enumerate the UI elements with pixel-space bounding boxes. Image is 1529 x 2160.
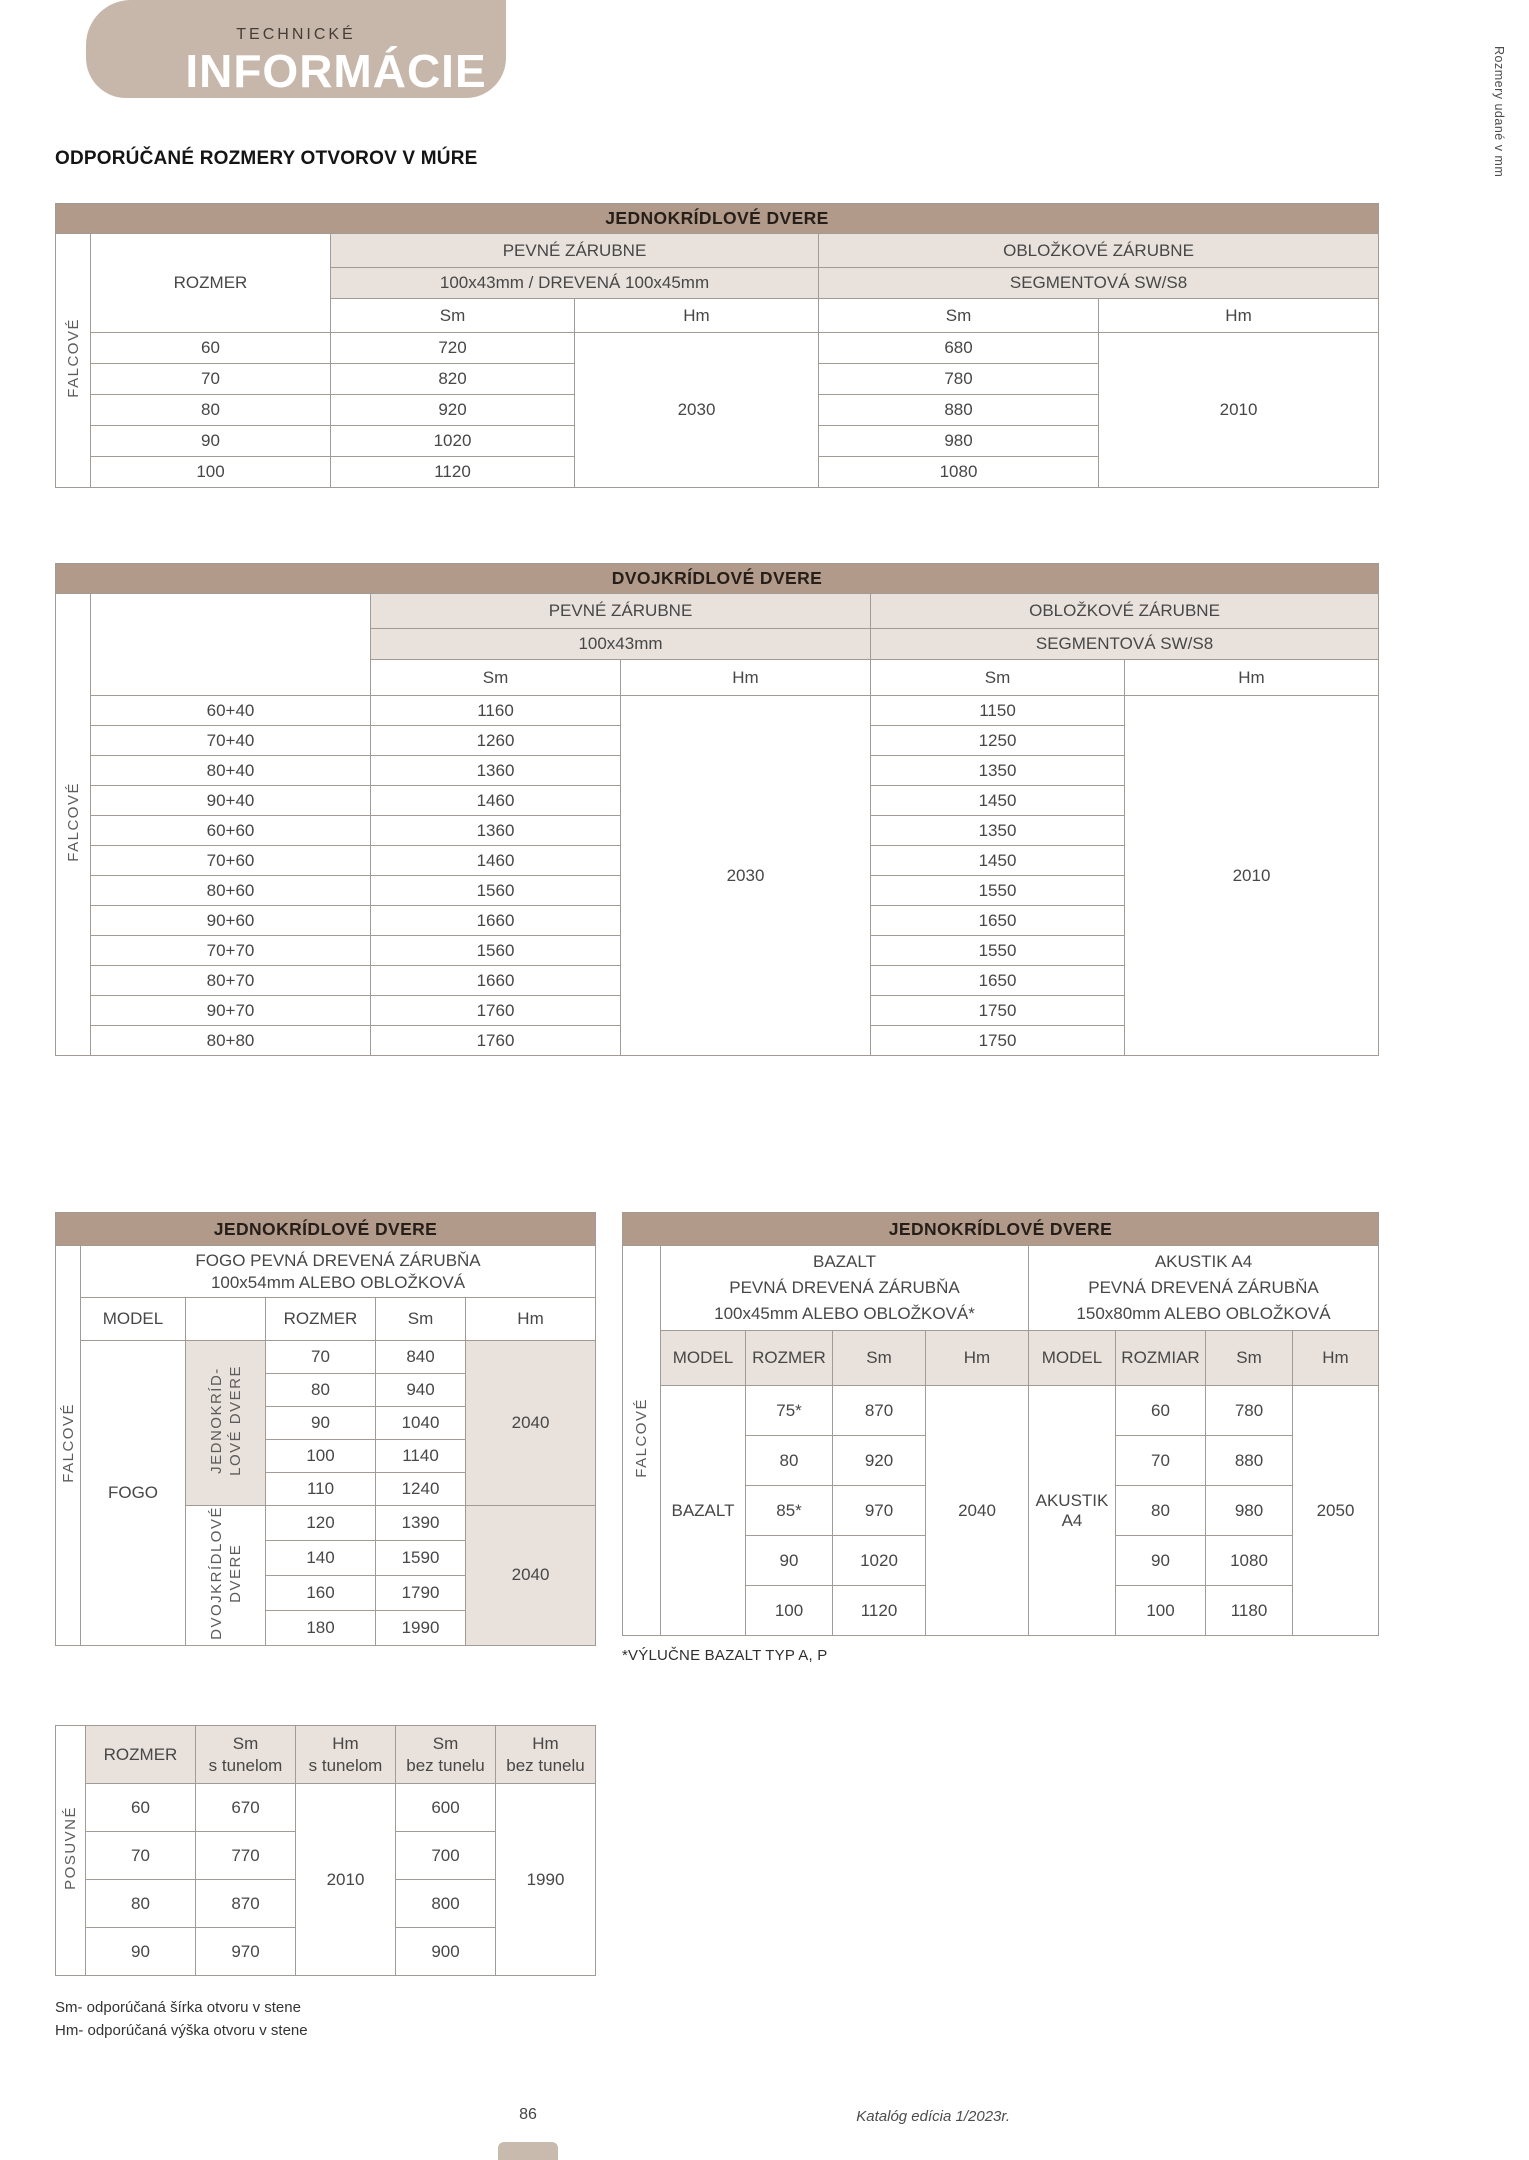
size-cell: 90+70 xyxy=(91,996,371,1026)
sm-cell: 1080 xyxy=(1206,1536,1293,1586)
hm-merged-cell: 1990 xyxy=(496,1784,596,1976)
page-heading: ODPORÚČANÉ ROZMERY OTVOROV V MÚRE xyxy=(55,148,478,169)
sm-cell: 780 xyxy=(819,364,1099,395)
col-header-sm: Sm xyxy=(331,299,575,333)
size-cell: 60+40 xyxy=(91,696,371,726)
hm-merged-cell: 2010 xyxy=(1125,696,1379,1056)
sm-cell: 1760 xyxy=(371,1026,621,1056)
model-cell: BAZALT xyxy=(661,1386,746,1636)
sm-cell: 1020 xyxy=(833,1536,926,1586)
blank-header-cell xyxy=(91,594,371,696)
bazalt-header-line3: 100x45mm ALEBO OBLOŽKOVÁ* xyxy=(714,1304,975,1323)
sm-cell: 1660 xyxy=(371,906,621,936)
sm-cell: 1560 xyxy=(371,876,621,906)
col-header-sm: Sm xyxy=(871,660,1125,696)
brand-kicker: TECHNICKÉ xyxy=(236,26,356,43)
col-header-sm: Sm xyxy=(1206,1331,1293,1386)
size-cell: 160 xyxy=(266,1575,376,1610)
falcove-label: FALCOVÉ xyxy=(64,318,82,398)
table-double-leaf-doors xyxy=(55,563,1379,1056)
sm-cell: 720 xyxy=(331,333,575,364)
table-bazalt-akustik xyxy=(622,1212,1379,1636)
col-header-sm: Sm xyxy=(376,1298,466,1341)
sm-cell: 670 xyxy=(196,1784,296,1832)
sm-cell: 1350 xyxy=(871,816,1125,846)
frame-type-line1: FOGO PEVNÁ DREVENÁ ZÁRUBŇA xyxy=(195,1250,481,1270)
sm-cell: 900 xyxy=(396,1928,496,1976)
falcove-label: FALCOVÉ xyxy=(633,1398,650,1478)
size-cell: 70 xyxy=(266,1341,376,1374)
group-subheader-pevne: 100x43mm / DREVENÁ 100x45mm xyxy=(331,268,819,299)
header-line2: bez tunelu xyxy=(406,1755,485,1775)
col-header-sm: Sm xyxy=(819,299,1099,333)
col-header-hm: Hm xyxy=(1099,299,1379,333)
sm-cell: 840 xyxy=(376,1341,466,1374)
size-cell: 90 xyxy=(1116,1536,1206,1586)
legend xyxy=(55,1996,308,2042)
sm-cell: 1350 xyxy=(871,756,1125,786)
size-cell: 60+60 xyxy=(91,816,371,846)
side-label-cell xyxy=(56,594,91,1056)
col-header-sm: Sm xyxy=(371,660,621,696)
size-cell: 90 xyxy=(91,426,331,457)
header-line2: s tunelom xyxy=(208,1755,283,1775)
door-type-line1: DVOJKRÍDLOVÉ xyxy=(207,1506,225,1640)
size-cell: 90 xyxy=(86,1928,196,1976)
table-title: JEDNOKRÍDLOVÉ DVERE xyxy=(56,204,1379,234)
brand-title: INFORMÁCIE xyxy=(185,45,487,97)
sm-cell: 1790 xyxy=(376,1575,466,1610)
page-number-tab xyxy=(498,2142,558,2160)
size-cell: 100 xyxy=(91,457,331,488)
size-cell: 80+60 xyxy=(91,876,371,906)
size-cell: 80+40 xyxy=(91,756,371,786)
sm-cell: 1650 xyxy=(871,906,1125,936)
size-cell: 110 xyxy=(266,1473,376,1506)
col-header-hm: Hm xyxy=(1125,660,1379,696)
hm-merged-cell: 2010 xyxy=(1099,333,1379,488)
sm-cell: 980 xyxy=(1206,1486,1293,1536)
sm-cell: 1120 xyxy=(833,1586,926,1636)
sm-cell: 1080 xyxy=(819,457,1099,488)
sm-cell: 1180 xyxy=(1206,1586,1293,1636)
sm-cell: 770 xyxy=(196,1832,296,1880)
group-subheader-oblozkove: SEGMENTOVÁ SW/S8 xyxy=(871,629,1379,660)
posuvne-label: POSUVNÉ xyxy=(62,1806,79,1890)
col-header-hm: Hm xyxy=(575,299,819,333)
col-header-rozmer: ROZMER xyxy=(746,1331,833,1386)
table-title: DVOJKRÍDLOVÉ DVERE xyxy=(56,564,1379,594)
size-cell: 100 xyxy=(746,1586,833,1636)
frame-type-line2: 100x54mm ALEBO OBLOŽKOVÁ xyxy=(210,1272,466,1292)
sm-cell: 700 xyxy=(396,1832,496,1880)
col-header-sm-tunnel xyxy=(196,1726,296,1784)
sm-cell: 1750 xyxy=(871,996,1125,1026)
sm-cell: 1020 xyxy=(331,426,575,457)
sm-cell: 1550 xyxy=(871,876,1125,906)
col-header-sm-no-tunnel xyxy=(396,1726,496,1784)
catalog-edition: Katalóg edícia 1/2023r. xyxy=(856,2108,1010,2125)
sm-cell: 1660 xyxy=(371,966,621,996)
blank-header-cell xyxy=(186,1298,266,1341)
sm-cell: 1450 xyxy=(871,846,1125,876)
col-header-model: MODEL xyxy=(1029,1331,1116,1386)
size-cell: 90 xyxy=(746,1536,833,1586)
col-header-sm: Sm xyxy=(833,1331,926,1386)
hm-merged-cell: 2040 xyxy=(466,1341,596,1506)
door-type-cell xyxy=(186,1506,266,1646)
sm-cell: 1260 xyxy=(371,726,621,756)
size-cell: 90 xyxy=(266,1407,376,1440)
table-single-leaf-doors xyxy=(55,203,1379,488)
hm-merged-cell: 2030 xyxy=(621,696,871,1056)
sm-cell: 1590 xyxy=(376,1540,466,1575)
door-type-line2: LOVÉ DVERE xyxy=(226,1365,244,1476)
sm-cell: 870 xyxy=(833,1386,926,1436)
side-label-cell xyxy=(56,1246,81,1646)
frame-type-header xyxy=(81,1246,596,1298)
sm-cell: 980 xyxy=(819,426,1099,457)
col-header-hm: Hm xyxy=(621,660,871,696)
header-line2: s tunelom xyxy=(308,1755,383,1775)
akustik-header-line3: 150x80mm ALEBO OBLOŽKOVÁ xyxy=(1076,1304,1331,1323)
model-cell: FOGO xyxy=(81,1341,186,1646)
header-line2: bez tunelu xyxy=(506,1755,585,1775)
col-header-hm: Hm xyxy=(1293,1331,1379,1386)
size-cell: 60 xyxy=(1116,1386,1206,1436)
col-header-rozmer: ROZMER xyxy=(86,1726,196,1784)
size-cell: 100 xyxy=(1116,1586,1206,1636)
size-cell: 90+40 xyxy=(91,786,371,816)
hm-merged-cell: 2040 xyxy=(926,1386,1029,1636)
size-cell: 80 xyxy=(86,1880,196,1928)
group-subheader-oblozkove: SEGMENTOVÁ SW/S8 xyxy=(819,268,1379,299)
sm-cell: 1360 xyxy=(371,756,621,786)
header-line1: Sm xyxy=(232,1733,259,1753)
size-cell: 120 xyxy=(266,1506,376,1541)
akustik-header xyxy=(1029,1246,1379,1331)
sm-cell: 1390 xyxy=(376,1506,466,1541)
col-header-rozmiar: ROZMIAR xyxy=(1116,1331,1206,1386)
col-header-hm-no-tunnel xyxy=(496,1726,596,1784)
size-cell: 70+70 xyxy=(91,936,371,966)
size-cell: 80 xyxy=(1116,1486,1206,1536)
size-cell: 140 xyxy=(266,1540,376,1575)
group-subheader-pevne: 100x43mm xyxy=(371,629,871,660)
size-cell: 60 xyxy=(91,333,331,364)
side-label-cell xyxy=(623,1246,661,1636)
side-label-cell xyxy=(56,1726,86,1976)
sm-cell: 1140 xyxy=(376,1440,466,1473)
sm-cell: 1460 xyxy=(371,846,621,876)
sm-cell: 1120 xyxy=(331,457,575,488)
size-cell: 80+80 xyxy=(91,1026,371,1056)
sm-cell: 1760 xyxy=(371,996,621,1026)
col-header-model: MODEL xyxy=(81,1298,186,1341)
sm-cell: 820 xyxy=(331,364,575,395)
bazalt-header-line1: BAZALT xyxy=(813,1252,876,1271)
sm-cell: 1460 xyxy=(371,786,621,816)
model-cell: AKUSTIK A4 xyxy=(1029,1386,1116,1636)
sm-cell: 1250 xyxy=(871,726,1125,756)
akustik-header-line1: AKUSTIK A4 xyxy=(1154,1252,1253,1271)
hm-merged-cell: 2030 xyxy=(575,333,819,488)
sm-cell: 800 xyxy=(396,1880,496,1928)
sm-cell: 1650 xyxy=(871,966,1125,996)
legend-sm: Sm- odporúčaná šírka otvoru v stene xyxy=(55,1999,301,2016)
group-header-oblozkove: OBLOŽKOVÉ ZÁRUBNE xyxy=(871,594,1379,629)
size-cell: 80 xyxy=(266,1374,376,1407)
col-header-rozmer: ROZMER xyxy=(91,234,331,333)
sm-cell: 920 xyxy=(331,395,575,426)
size-cell: 80 xyxy=(746,1436,833,1486)
group-header-pevne: PEVNÉ ZÁRUBNE xyxy=(331,234,819,268)
sm-cell: 1040 xyxy=(376,1407,466,1440)
group-header-oblozkove: OBLOŽKOVÉ ZÁRUBNE xyxy=(819,234,1379,268)
size-cell: 90+60 xyxy=(91,906,371,936)
size-cell: 100 xyxy=(266,1440,376,1473)
size-cell: 70 xyxy=(1116,1436,1206,1486)
sm-cell: 1550 xyxy=(871,936,1125,966)
side-label-cell xyxy=(56,234,91,488)
hm-merged-cell: 2050 xyxy=(1293,1386,1379,1636)
table-title: JEDNOKRÍDLOVÉ DVERE xyxy=(56,1213,596,1246)
size-cell: 180 xyxy=(266,1610,376,1645)
door-type-line2: DVERE xyxy=(226,1543,244,1603)
header-line1: Hm xyxy=(532,1733,559,1753)
col-header-model: MODEL xyxy=(661,1331,746,1386)
sm-cell: 680 xyxy=(819,333,1099,364)
size-cell: 80+70 xyxy=(91,966,371,996)
header-line1: Hm xyxy=(332,1733,359,1753)
sm-cell: 1240 xyxy=(376,1473,466,1506)
sm-cell: 970 xyxy=(833,1486,926,1536)
size-cell: 85* xyxy=(746,1486,833,1536)
sm-cell: 970 xyxy=(196,1928,296,1976)
group-header-pevne: PEVNÉ ZÁRUBNE xyxy=(371,594,871,629)
sm-cell: 780 xyxy=(1206,1386,1293,1436)
sm-cell: 600 xyxy=(396,1784,496,1832)
sm-cell: 920 xyxy=(833,1436,926,1486)
akustik-header-line2: PEVNÁ DREVENÁ ZÁRUBŇA xyxy=(1088,1278,1319,1297)
size-cell: 70 xyxy=(86,1832,196,1880)
size-cell: 70+60 xyxy=(91,846,371,876)
table-sliding-doors xyxy=(55,1725,596,1976)
falcove-label: FALCOVÉ xyxy=(59,1403,77,1483)
sm-cell: 1560 xyxy=(371,936,621,966)
sm-cell: 1750 xyxy=(871,1026,1125,1056)
hm-merged-cell: 2010 xyxy=(296,1784,396,1976)
sm-cell: 1360 xyxy=(371,816,621,846)
col-header-hm: Hm xyxy=(466,1298,596,1341)
size-cell: 75* xyxy=(746,1386,833,1436)
units-side-note: Rozmery udané v mm xyxy=(1492,46,1506,178)
brand-header-box xyxy=(86,0,506,98)
col-header-hm: Hm xyxy=(926,1331,1029,1386)
sm-cell: 1450 xyxy=(871,786,1125,816)
door-type-cell xyxy=(186,1341,266,1506)
sm-cell: 1150 xyxy=(871,696,1125,726)
size-cell: 60 xyxy=(86,1784,196,1832)
header-line1: Sm xyxy=(432,1733,459,1753)
bazalt-header-line2: PEVNÁ DREVENÁ ZÁRUBŇA xyxy=(729,1278,960,1297)
sm-cell: 880 xyxy=(1206,1436,1293,1486)
size-cell: 70 xyxy=(91,364,331,395)
table-fogo xyxy=(55,1212,596,1646)
sm-cell: 880 xyxy=(819,395,1099,426)
col-header-rozmer: ROZMER xyxy=(266,1298,376,1341)
legend-hm: Hm- odporúčaná výška otvoru v stene xyxy=(55,2022,308,2039)
door-type-line1: JEDNOKRÍD- xyxy=(207,1367,225,1474)
page-number: 86 xyxy=(519,2106,537,2123)
sm-cell: 870 xyxy=(196,1880,296,1928)
sm-cell: 1160 xyxy=(371,696,621,726)
size-cell: 70+40 xyxy=(91,726,371,756)
size-cell: 80 xyxy=(91,395,331,426)
hm-merged-cell: 2040 xyxy=(466,1506,596,1646)
falcove-label: FALCOVÉ xyxy=(64,782,82,862)
sm-cell: 940 xyxy=(376,1374,466,1407)
table-title: JEDNOKRÍDLOVÉ DVERE xyxy=(623,1213,1379,1246)
bazalt-footnote: *VÝLUČNE BAZALT TYP A, P xyxy=(622,1647,828,1664)
sm-cell: 1990 xyxy=(376,1610,466,1645)
col-header-hm-tunnel xyxy=(296,1726,396,1784)
bazalt-header xyxy=(661,1246,1029,1331)
